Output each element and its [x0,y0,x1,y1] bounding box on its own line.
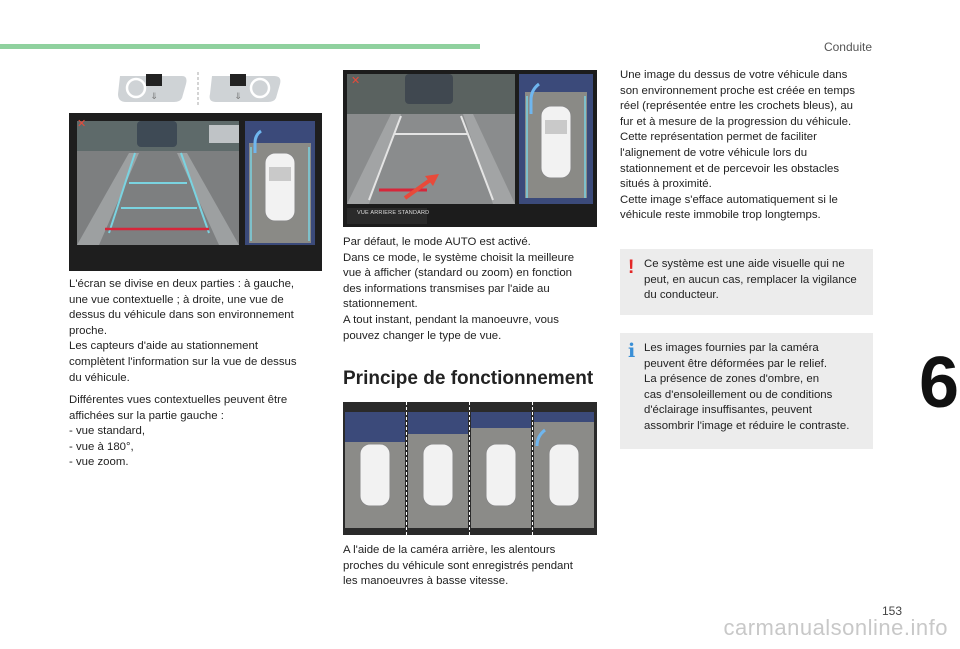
col2-para1: Par défaut, le mode AUTO est activé. Dans ce mode, le système choisit la meilleure vue à afficher (standard ou zoom) en fonction des informations transmises par l'aide au stationnement. A tout instant, pendant la manoeuvre, vous pouvez changer le type de vue. [343,236,575,342]
mirror-illustration [112,68,287,108]
section-name: Conduite [823,40,872,54]
warning-icon: ! [628,257,635,278]
info-icon: i [628,340,636,362]
col1-para2: Différentes vues contextuelles peuvent être affichées sur la partie gauche : - vue standard, - vue à 180°, - vue zoom. [69,394,288,469]
camera-screen-auto [343,70,597,227]
col2-para2: A l'aide de la caméra arrière, les alentours proches du véhicule sont enregistrés pendant les manoeuvres à basse vitesse. [343,544,573,588]
header-accent-bar [0,44,480,49]
top-view-sequence [343,402,597,535]
col1-para1: L'écran se divise en deux parties : à gauche, une vue contextuelle ; à droite, une vue de dessus du véhicule dans son environnement proche. Les capteurs d'aide au stationnement complètent l'information sur la vue de dessus du véhicule. [69,278,297,384]
top-view-panel [245,121,315,245]
screen-view-label: VUE ARRIERE STANDARD [357,210,430,216]
close-icon: ✕ [77,117,87,130]
svg-text:⇓: ⇓ [234,92,242,102]
col3-para1: Une image du dessus de votre véhicule dans son environnement proche est créée en temps réel (représentée entre les crochets bleus), au fur et à mesure de la progression du véhicule. Cette représentation permet de faciliter l'alignement de votre véhicule lors du stationnement et de percevoir les obstacles situés à proximité. Cette image s'efface automatiquement si le véhicule reste immobile trop longtemps. [620,69,855,222]
close-icon: ✕ [351,74,361,87]
warning-note: ! Ce système est une aide visuelle qui ne peut, en aucun cas, remplacer la vigilance du conducteur. [620,249,873,315]
section-title: Principe de fonctionnement [343,368,594,389]
watermark: carmanualsonline.info [723,615,948,640]
camera-screen-standard [69,113,322,271]
page-number: 153 [881,604,902,618]
svg-text:⇓: ⇓ [150,92,158,102]
chapter-number: 6 [918,335,960,431]
info-note: i Les images fournies par la caméra peuvent être déformées par le relief. La présence de zones d'ombre, en cas d'ensoleillement ou de conditions d'éclairage insuffisantes, peuvent assombrir l'image et réduire le contraste. [620,333,873,449]
